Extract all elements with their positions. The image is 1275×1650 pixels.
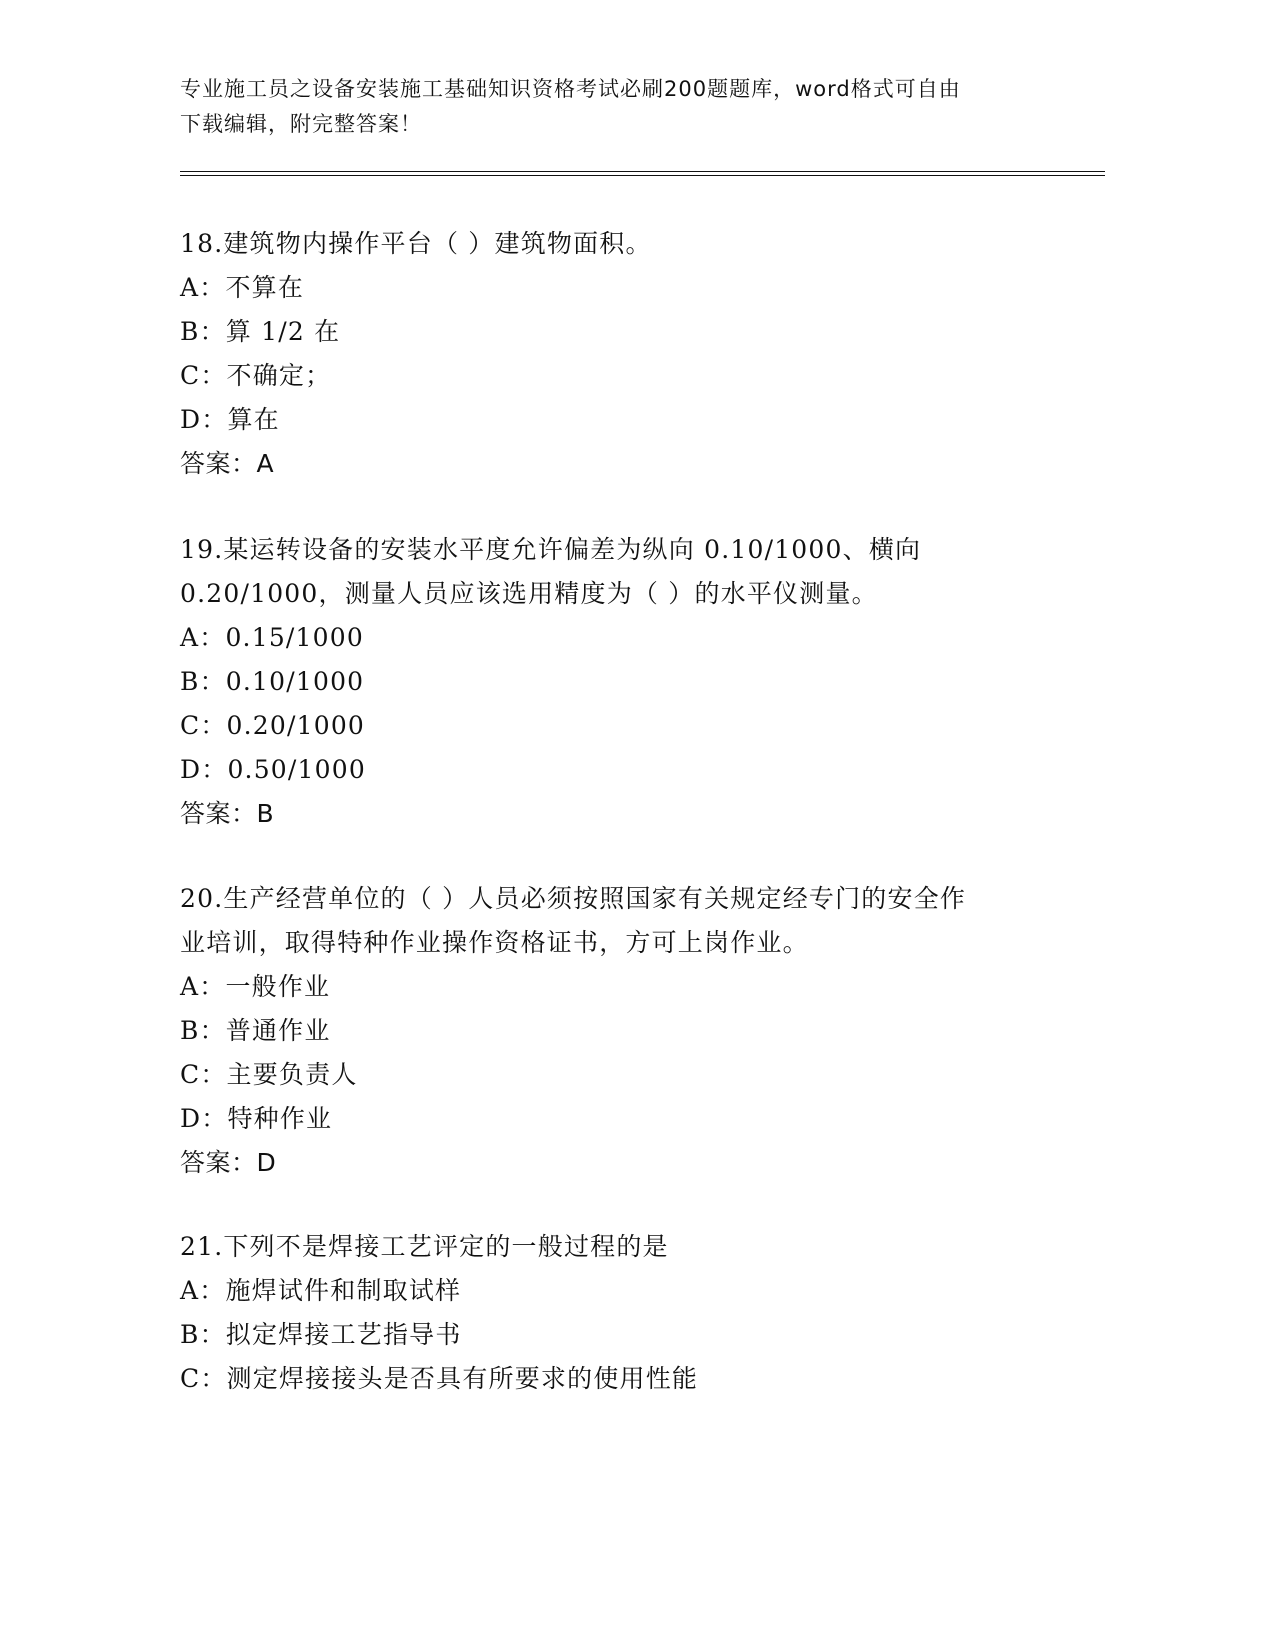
option-b: B：拟定焊接工艺指导书 [180, 1320, 462, 1349]
question-19 [180, 528, 1080, 836]
question-20 [180, 877, 1080, 1185]
option-b: B：0.10/1000 [180, 667, 365, 696]
header-line-1: 专业施工员之设备安装施工基础知识资格考试必刷200题题库，word格式可自由 [180, 77, 961, 101]
question-stem-line-1: 19.某运转设备的安装水平度允许偏差为纵向 0.10/1000、横向 [180, 535, 922, 564]
question-stem-line-2: 业培训，取得特种作业操作资格证书，方可上岗作业。 [180, 928, 809, 957]
answer-line: 答案：A [180, 449, 275, 478]
document-header [180, 72, 1060, 142]
answer-line: 答案：B [180, 799, 275, 828]
question-21 [180, 1225, 1080, 1401]
header-divider-top [180, 171, 1105, 172]
question-stem-line-1: 20.生产经营单位的（ ）人员必须按照国家有关规定经专门的安全作 [180, 884, 967, 913]
option-b: B：算 1/2 在 [180, 317, 341, 346]
header-line-2: 下载编辑，附完整答案！ [180, 112, 422, 136]
option-b: B：普通作业 [180, 1016, 331, 1045]
question-stem: 18.建筑物内操作平台（ ）建筑物面积。 [180, 229, 652, 258]
option-c: C：测定焊接接头是否具有所要求的使用性能 [180, 1364, 699, 1393]
option-a: A：施焊试件和制取试样 [180, 1276, 462, 1305]
option-d: D：特种作业 [180, 1104, 333, 1133]
option-d: D：0.50/1000 [180, 755, 366, 784]
question-18 [180, 222, 1080, 486]
option-c: C：0.20/1000 [180, 711, 366, 740]
option-a: A：一般作业 [180, 972, 331, 1001]
option-d: D：算在 [180, 405, 280, 434]
option-a: A：不算在 [180, 273, 305, 302]
option-a: A：0.15/1000 [180, 623, 364, 652]
answer-line: 答案：D [180, 1148, 277, 1177]
question-stem: 21.下列不是焊接工艺评定的一般过程的是 [180, 1232, 669, 1261]
option-c: C：不确定； [180, 361, 332, 390]
option-c: C：主要负责人 [180, 1060, 358, 1089]
question-stem-line-2: 0.20/1000，测量人员应该选用精度为（ ）的水平仪测量。 [180, 579, 878, 608]
header-divider-bottom [180, 175, 1105, 176]
